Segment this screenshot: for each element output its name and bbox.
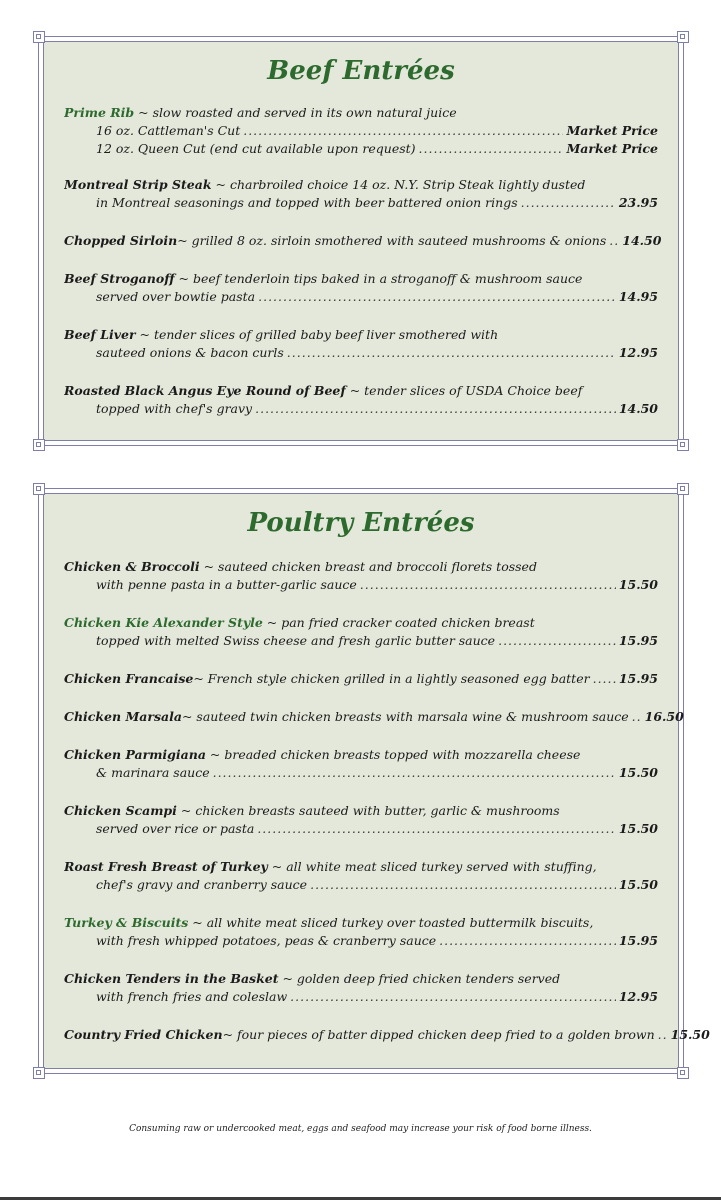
menu-item-country-fried-chicken (64, 1026, 710, 1044)
item-name: Chicken Marsala (64, 709, 182, 724)
item-desc-cont: with french fries and coleslaw (96, 989, 288, 1004)
item-name: Chicken Tenders in the Basket (64, 971, 279, 986)
dot-leader (255, 400, 616, 418)
item-desc-cont: chef's gravy and cranberry sauce (96, 877, 308, 892)
beef-section-title: Beef Entrées (267, 56, 455, 86)
item-desc: ~ all white meat sliced turkey served with stuffing, (267, 859, 597, 874)
menu-item-beef-stroganoff (64, 270, 658, 306)
item-price: 15.95 (618, 633, 658, 648)
menu-item-chicken-marsala (64, 708, 684, 726)
item-desc: ~ tender slices of USDA Choice beef (345, 383, 583, 398)
poultry-section-title: Poultry Entrées (247, 508, 475, 538)
poultry-entrees-panel (38, 488, 710, 1074)
dot-leader (360, 576, 616, 594)
item-price: Market Price (566, 123, 658, 138)
menu-item-chicken-scampi (64, 802, 658, 838)
item-desc: ~ chicken breasts sauteed with butter, garlic & mushrooms (176, 803, 560, 818)
dot-leader (521, 194, 616, 212)
option-row (64, 140, 658, 158)
item-name: Chicken Scampi (64, 803, 177, 818)
option-label: 12 oz. Queen Cut (end cut available upon request) (96, 141, 416, 156)
dot-leader (609, 232, 619, 250)
item-desc-cont: served over rice or pasta (96, 821, 255, 836)
dot-leader (658, 1026, 668, 1044)
item-price: 15.50 (618, 877, 658, 892)
item-desc-cont: sauteed onions & bacon curls (96, 345, 284, 360)
menu-item-prime-rib (64, 104, 658, 158)
option-label: 16 oz. Cattleman's Cut (96, 123, 241, 138)
dot-leader (257, 820, 616, 838)
item-desc: ~ four pieces of batter dipped chicken deep fried to a golden brown (222, 1027, 655, 1042)
item-price: 15.50 (618, 821, 658, 836)
corner-ornament (677, 483, 689, 495)
item-desc: ~ all white meat sliced turkey over toasted buttermilk biscuits, (188, 915, 594, 930)
dot-leader (310, 876, 616, 894)
item-price: 16.50 (644, 709, 684, 724)
item-name: Beef Liver (64, 327, 136, 342)
item-desc: ~ sauteed twin chicken breasts with marsala wine & mushroom sauce (181, 709, 629, 724)
item-name: Roast Fresh Breast of Turkey (64, 859, 268, 874)
item-price: 12.95 (618, 345, 658, 360)
beef-panel-inner (43, 41, 679, 441)
dot-leader (258, 288, 616, 306)
menu-item-chicken-tenders (64, 970, 658, 1006)
menu-item-chicken-kie-alexander (64, 614, 658, 650)
item-name: Country Fried Chicken (64, 1027, 223, 1042)
corner-ornament (33, 483, 45, 495)
menu-item-chicken-francaise (64, 670, 658, 688)
item-desc-cont: topped with chef's gravy (96, 401, 253, 416)
item-name: Beef Stroganoff (64, 271, 175, 286)
item-desc-cont: served over bowtie pasta (96, 289, 256, 304)
item-desc: ~ sauteed chicken breast and broccoli florets tossed (199, 559, 537, 574)
dot-leader (419, 140, 564, 158)
item-name: Chicken & Broccoli (64, 559, 200, 574)
item-price: 15.95 (618, 933, 658, 948)
item-desc: ~ beef tenderloin tips baked in a stroganoff & mushroom sauce (174, 271, 583, 286)
item-desc-cont: & marinara sauce (96, 765, 210, 780)
menu-item-montreal-strip-steak (64, 176, 658, 212)
dot-leader (287, 344, 616, 362)
item-name: Chicken Parmigiana (64, 747, 206, 762)
dot-leader (593, 670, 616, 688)
dot-leader (290, 988, 616, 1006)
dot-leader (213, 764, 616, 782)
poultry-panel-inner (43, 493, 710, 1069)
item-desc: ~ golden deep fried chicken tenders served (278, 971, 561, 986)
item-name: Montreal Strip Steak (64, 177, 212, 192)
menu-item-chicken-broccoli (64, 558, 658, 594)
item-price: 15.50 (670, 1027, 710, 1042)
item-desc: ~ breaded chicken breasts topped with mozzarella cheese (205, 747, 581, 762)
item-name: Prime Rib (64, 105, 135, 120)
item-price: 12.95 (618, 989, 658, 1004)
item-desc: ~ tender slices of grilled baby beef liver smothered with (135, 327, 499, 342)
item-desc: ~ French style chicken grilled in a lightly seasoned egg batter (193, 671, 590, 686)
corner-ornament (33, 1067, 45, 1079)
poultry-items-list (64, 558, 710, 1044)
item-desc: ~ grilled 8 oz. sirloin smothered with sauteed mushrooms & onions (177, 233, 607, 248)
item-desc: ~ charbroiled choice 14 oz. N.Y. Strip Steak lightly dusted (211, 177, 586, 192)
corner-ornament (677, 1067, 689, 1079)
item-price: 23.95 (618, 195, 658, 210)
item-price: Market Price (566, 141, 658, 156)
item-name: Turkey & Biscuits (64, 915, 189, 930)
item-desc: ~ slow roasted and served in its own natural juice (134, 105, 457, 120)
item-price: 15.50 (618, 577, 658, 592)
item-name: Chicken Francaise (64, 671, 194, 686)
menu-item-chopped-sirloin (64, 232, 662, 250)
item-desc-cont: topped with melted Swiss cheese and fresh garlic butter sauce (96, 633, 496, 648)
beef-entrees-panel (38, 36, 684, 446)
item-price: 14.50 (618, 401, 658, 416)
item-name: Roasted Black Angus Eye Round of Beef (64, 383, 346, 398)
menu-item-roast-turkey (64, 858, 658, 894)
item-price: 15.95 (618, 671, 658, 686)
item-desc-cont: with fresh whipped potatoes, peas & cranberry sauce (96, 933, 437, 948)
dot-leader (498, 632, 616, 650)
item-name: Chopped Sirloin (64, 233, 178, 248)
item-name: Chicken Kie Alexander Style (64, 615, 263, 630)
dot-leader (632, 708, 642, 726)
item-desc-cont: with penne pasta in a butter-garlic sauce (96, 577, 357, 592)
food-safety-notice: Consuming raw or undercooked meat, eggs and seafood may increase your risk of food borne illness. (129, 1124, 592, 1134)
item-price: 14.50 (622, 233, 662, 248)
corner-ornament (33, 31, 45, 43)
menu-item-beef-liver (64, 326, 658, 362)
menu-item-roasted-black-angus (64, 382, 658, 418)
item-price: 15.50 (618, 765, 658, 780)
option-row (64, 122, 658, 140)
menu-item-chicken-parmigiana (64, 746, 658, 782)
item-desc-cont: in Montreal seasonings and topped with beer battered onion rings (96, 195, 518, 210)
item-price: 14.95 (618, 289, 658, 304)
item-desc: ~ pan fried cracker coated chicken breast (262, 615, 535, 630)
beef-items-list (64, 104, 662, 418)
menu-item-turkey-biscuits (64, 914, 658, 950)
dot-leader (439, 932, 616, 950)
corner-ornament (677, 31, 689, 43)
corner-ornament (677, 439, 689, 451)
dot-leader (243, 122, 563, 140)
corner-ornament (33, 439, 45, 451)
